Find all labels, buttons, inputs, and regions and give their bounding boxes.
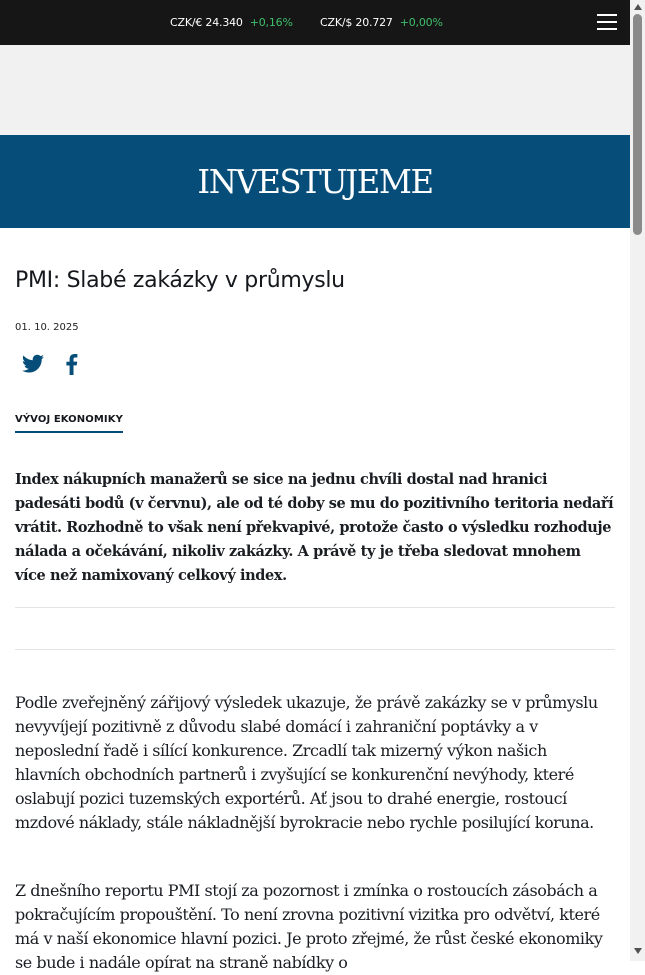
- ticker-eur-change: +0,16%: [249, 16, 293, 29]
- article-title: PMI: Slabé zakázky v průmyslu: [15, 268, 345, 293]
- ticker-usd-change: +0,00%: [399, 16, 443, 29]
- facebook-icon[interactable]: [60, 352, 84, 376]
- ticker-eur[interactable]: [170, 0, 293, 45]
- article-perex: Index nákupních manažerů se sice na jednu chvíli dostal nad hranici padesáti bodů (v červnu), ale od té doby se mu do pozitivního teritoria nedaří vrátit. Rozhodně to však není překvapivé, protože často o výsledku rozhoduje nálada a očekávání, nikoliv zakázky. A právě ty je třeba sledovat mnohem více než namixovaný celkový index.: [15, 471, 614, 584]
- category-link[interactable]: VÝVOJ EKONOMIKY: [15, 414, 123, 433]
- scroll-down-arrow-icon[interactable]: [634, 948, 642, 954]
- scrollbar-thumb[interactable]: [633, 14, 642, 235]
- ticker-usd[interactable]: [320, 0, 443, 45]
- scroll-up-arrow-icon[interactable]: [634, 4, 642, 10]
- article-paragraph: Podle zveřejněný zářijový výsledek ukazuje, že právě zakázky se v průmyslu nevyvíjejí pozitivně z důvodu slabé domácí i zahraniční poptávky a v neposlední řadě i sílící konkurence. Zrcadlí tak mizerný výkon našich hlavních obchodních partnerů i zvyšující se konkurenční nevýhody, které oslabují pozici tuzemských exportérů. Ať jsou to drahé energie, rostoucí mzdové náklady, stále nákladnější byrokracie nebo rychle posilující koruna.: [15, 693, 598, 832]
- article-date: 01. 10. 2025: [15, 322, 79, 333]
- divider-top: [15, 607, 615, 608]
- vertical-scrollbar[interactable]: [630, 0, 645, 961]
- brand-header: [0, 135, 630, 228]
- divider-bottom: [15, 649, 615, 650]
- twitter-icon[interactable]: [21, 352, 45, 376]
- ticker-usd-pair: CZK/$ 20.727: [320, 16, 393, 29]
- site-logo[interactable]: INVESTUJEME: [197, 162, 433, 201]
- article-paragraph: Z dnešního reportu PMI stojí za pozornost i zmínka o rostoucích zásobách a pokračujícím propouštění. To není zrovna pozitivní vizitka pro odvětví, které má v naší ekonomice hlavní pozici. Je proto zřejmé, že růst české ekonomiky se bude i nadále opírat na straně nabídky o: [15, 881, 603, 972]
- top-bar: [0, 0, 630, 45]
- ticker-eur-pair: CZK/€ 24.340: [170, 16, 243, 29]
- hamburger-menu-icon[interactable]: [597, 14, 617, 31]
- ad-space: [0, 45, 630, 135]
